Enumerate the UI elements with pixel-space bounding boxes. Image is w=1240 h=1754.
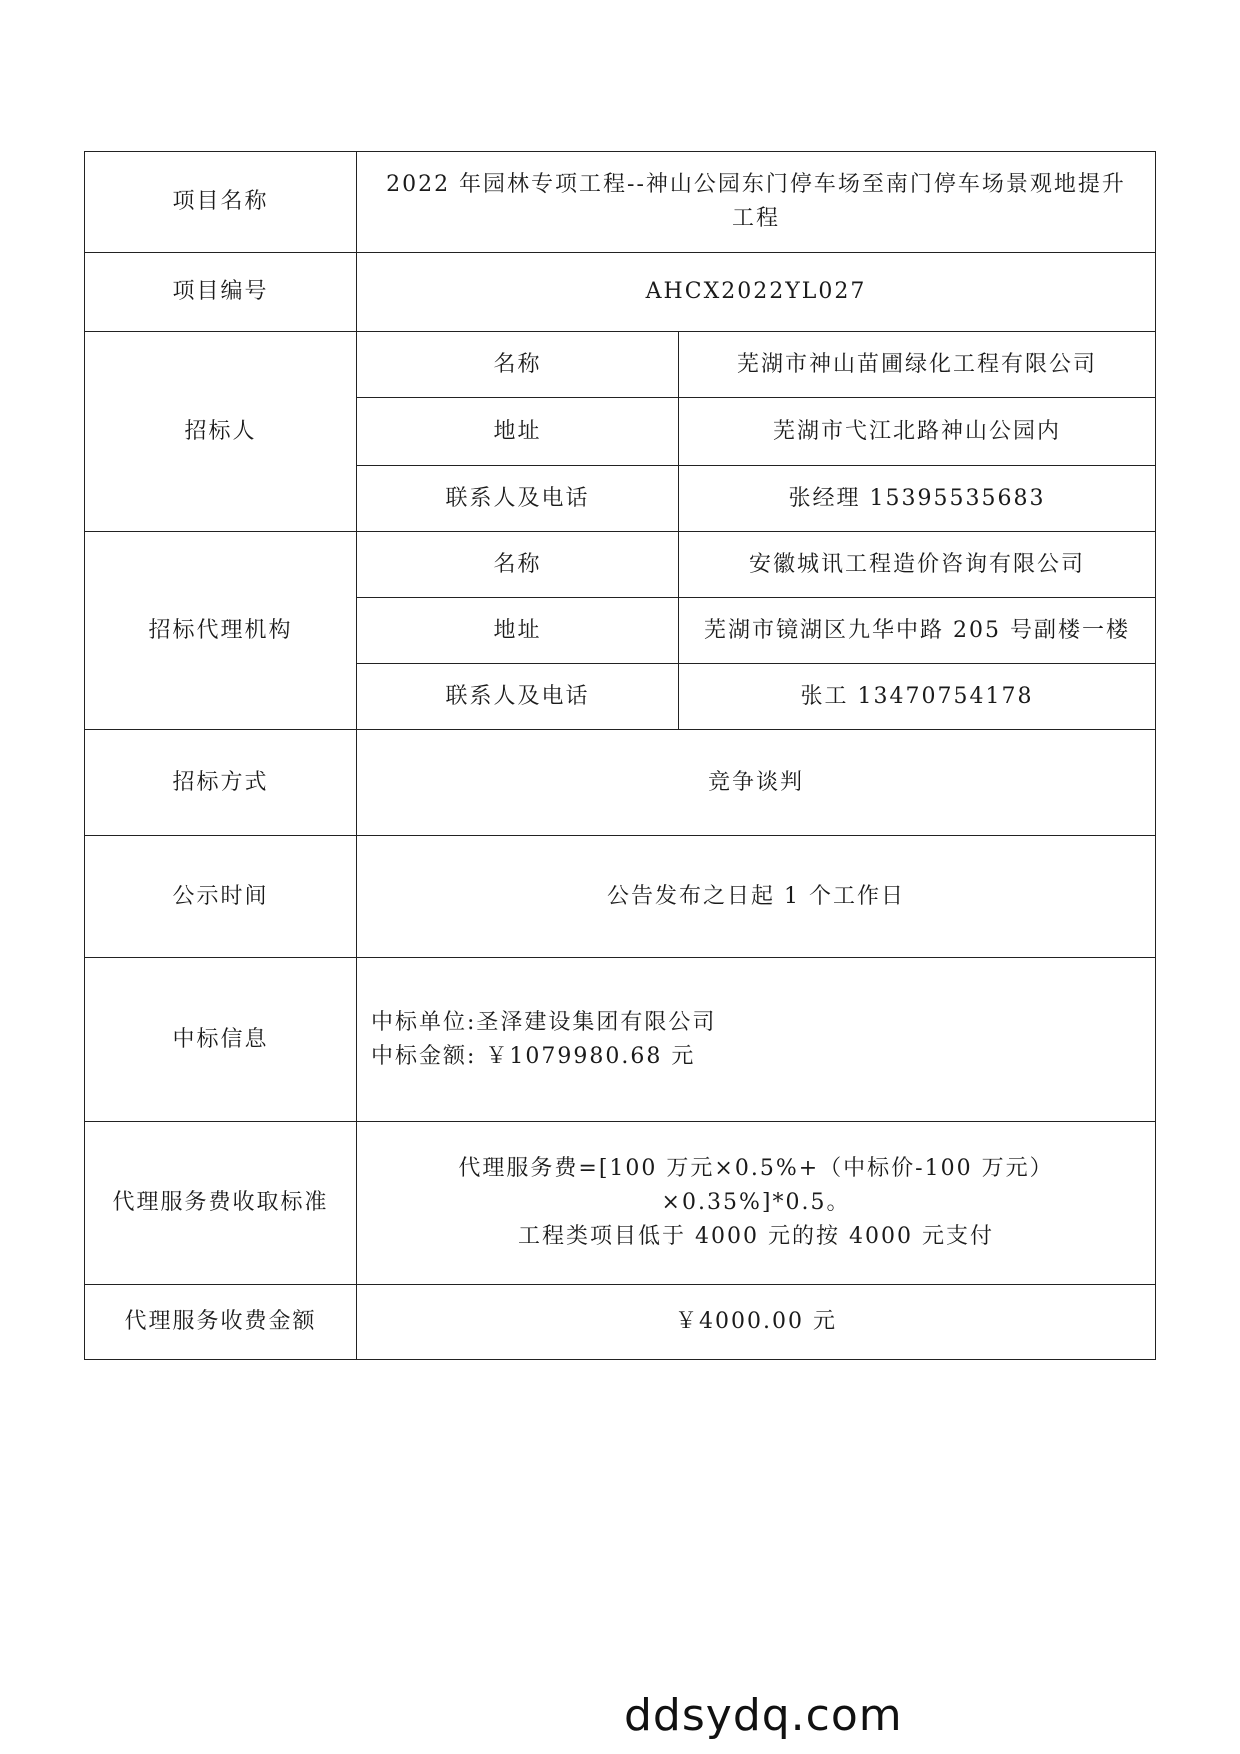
tenderer-address-value: 芜湖市弋江北路神山公园内 bbox=[679, 398, 1156, 466]
fee-standard-line1: 代理服务费=[100 万元×0.5%+（中标价-100 万元）×0.35%]*0.5。 bbox=[458, 1156, 1054, 1215]
publicity-value: 公告发布之日起 1 个工作日 bbox=[357, 836, 1156, 958]
winner-amount: 中标金额: ￥1079980.68 元 bbox=[371, 1043, 696, 1069]
fee-amount-label: 代理服务收费金额 bbox=[85, 1285, 357, 1360]
notice-table bbox=[84, 151, 1156, 1360]
row-agency-name bbox=[85, 532, 1156, 598]
fee-standard-value bbox=[357, 1122, 1156, 1285]
row-publicity bbox=[85, 836, 1156, 958]
fee-standard-line2: 工程类项目低于 4000 元的按 4000 元支付 bbox=[518, 1224, 994, 1249]
row-project-name bbox=[85, 152, 1156, 253]
watermark: ddsydq.com bbox=[624, 1690, 903, 1741]
tenderer-contact-value: 张经理 15395535683 bbox=[679, 466, 1156, 532]
agency-contact-value: 张工 13470754178 bbox=[679, 664, 1156, 730]
project-code-value: AHCX2022YL027 bbox=[357, 253, 1156, 332]
tenderer-address-label: 地址 bbox=[357, 398, 679, 466]
agency-name-value: 安徽城讯工程造价咨询有限公司 bbox=[679, 532, 1156, 598]
method-value: 竞争谈判 bbox=[357, 730, 1156, 836]
tenderer-name-value: 芜湖市神山苗圃绿化工程有限公司 bbox=[679, 332, 1156, 398]
row-fee-standard bbox=[85, 1122, 1156, 1285]
project-name-label: 项目名称 bbox=[85, 152, 357, 253]
project-name-value bbox=[357, 152, 1156, 253]
agency-contact-label: 联系人及电话 bbox=[357, 664, 679, 730]
project-code-label: 项目编号 bbox=[85, 253, 357, 332]
method-label: 招标方式 bbox=[85, 730, 357, 836]
agency-label: 招标代理机构 bbox=[85, 532, 357, 730]
publicity-label: 公示时间 bbox=[85, 836, 357, 958]
fee-amount-value: ￥4000.00 元 bbox=[357, 1285, 1156, 1360]
winner-value bbox=[357, 958, 1156, 1122]
agency-name-label: 名称 bbox=[357, 532, 679, 598]
row-method bbox=[85, 730, 1156, 836]
project-name-line1: 2022 年园林专项工程--神山公园东门停车场至南门停车场景观地提升 bbox=[386, 172, 1126, 197]
winner-unit: 中标单位:圣泽建设集团有限公司 bbox=[371, 1009, 717, 1035]
agency-address-value: 芜湖市镜湖区九华中路 205 号副楼一楼 bbox=[679, 598, 1156, 664]
row-tenderer-name bbox=[85, 332, 1156, 398]
tenderer-contact-label: 联系人及电话 bbox=[357, 466, 679, 532]
tenderer-name-label: 名称 bbox=[357, 332, 679, 398]
winner-label: 中标信息 bbox=[85, 958, 357, 1122]
agency-address-label: 地址 bbox=[357, 598, 679, 664]
row-winner bbox=[85, 958, 1156, 1122]
fee-standard-label: 代理服务费收取标准 bbox=[85, 1122, 357, 1285]
tenderer-label: 招标人 bbox=[85, 332, 357, 532]
row-fee-amount bbox=[85, 1285, 1156, 1360]
project-name-line2: 工程 bbox=[732, 206, 781, 231]
row-project-code bbox=[85, 253, 1156, 332]
